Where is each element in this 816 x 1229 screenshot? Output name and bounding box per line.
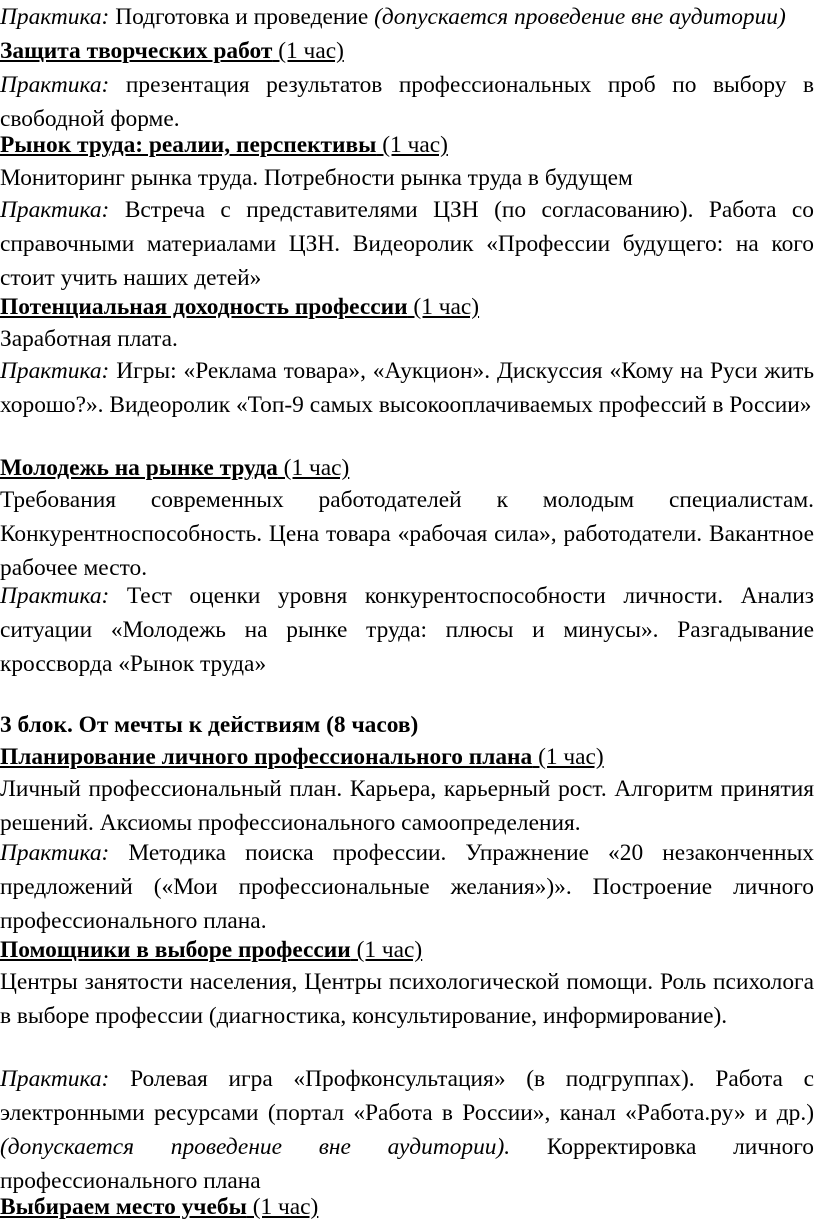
topic-hours: (1 час) bbox=[376, 132, 448, 158]
topic-hours: (1 час) bbox=[350, 937, 423, 963]
topic-hours: (1 час) bbox=[532, 744, 604, 770]
topic-heading bbox=[0, 740, 814, 774]
topic-title: Рынок труда: реалии, перспективы bbox=[0, 132, 377, 158]
practice-text: Подготовка и проведение bbox=[109, 4, 375, 30]
practice-paragraph bbox=[0, 0, 814, 34]
practice-paragraph bbox=[0, 354, 814, 422]
practice-text: Тест оценки уровня конкурентоспособности личности. Анализ ситуации «Молодежь на рынке труда: плюсы и минусы». Разгадывание кроссворда «Рынок труда» bbox=[0, 583, 814, 677]
theory-paragraph: Заработная плата. bbox=[0, 326, 178, 352]
practice-text: Ролевая игра «Профконсультация» (в подгруппах). Работа с электронными ресурсами (портал «Работа в России», канал «Работа.ру» и др.) bbox=[0, 1066, 814, 1126]
practice-label: Практика: bbox=[0, 197, 110, 223]
practice-text: презентация результатов профессиональных проб по выбору в свободной форме. bbox=[0, 72, 814, 132]
practice-paragraph bbox=[0, 836, 814, 938]
topic-title: Молодежь на рынке труда bbox=[0, 455, 278, 481]
topic-title: Выбираем место учебы bbox=[0, 1194, 247, 1220]
topic-hours: (1 час) bbox=[246, 1194, 319, 1220]
practice-paragraph bbox=[0, 68, 814, 136]
practice-note: (допускается проведение вне аудитории) bbox=[374, 4, 786, 30]
topic-heading bbox=[0, 451, 814, 485]
topic-heading bbox=[0, 34, 814, 68]
theory-paragraph: Требования современных работодателей к молодым специалистам. Конкурентноспособность. Цена товара «рабочая сила», работодатели. Вакантное рабочее место. bbox=[0, 487, 814, 581]
topic-title: Планирование личного профессионального плана bbox=[0, 744, 533, 770]
topic-title: Защита творческих работ bbox=[0, 38, 273, 64]
topic-heading bbox=[0, 290, 814, 324]
practice-label: Практика: bbox=[0, 840, 110, 866]
theory-paragraph: Личный профессиональный план. Карьера, карьерный рост. Алгоритм принятия решений. Аксиомы профессионального самоопределения. bbox=[0, 776, 814, 836]
topic-heading bbox=[0, 933, 814, 967]
topic-title: Помощники в выборе профессии bbox=[0, 937, 351, 963]
practice-label: Практика: bbox=[0, 4, 110, 30]
practice-text: Игры: «Реклама товара», «Аукцион». Дискуссия «Кому на Руси жить хорошо?». Видеоролик «Топ-9 самых высокооплачиваемых профессий в России» bbox=[0, 358, 814, 418]
practice-text: Методика поиска профессии. Упражнение «20 незаконченных предложений («Мои профессиональные желания»)». Построение личного профессионального плана. bbox=[0, 840, 814, 934]
topic-heading bbox=[0, 128, 814, 162]
practice-tail: Корректировка личного профессионального плана bbox=[0, 1134, 814, 1194]
theory-paragraph: Мониторинг рынка труда. Потребности рынка труда в будущем bbox=[0, 165, 633, 191]
topic-hours: (1 час) bbox=[277, 455, 350, 481]
theory-paragraph: Центры занятости населения, Центры психологической помощи. Роль психолога в выборе профессии (диагностика, консультирование, информирование). bbox=[0, 969, 814, 1029]
block-heading: 3 блок. От мечты к действиям (8 часов) bbox=[0, 712, 419, 738]
practice-note: (допускается проведение вне аудитории). bbox=[0, 1134, 511, 1160]
practice-paragraph bbox=[0, 1062, 814, 1198]
topic-heading bbox=[0, 1190, 814, 1224]
practice-label: Практика: bbox=[0, 583, 110, 609]
practice-text: Встреча с представителями ЦЗН (по согласованию). Работа со справочными материалами ЦЗН. Видеоролик «Профессии будущего: на кого стоит учить наших детей» bbox=[0, 197, 814, 291]
practice-label: Практика: bbox=[0, 358, 110, 384]
practice-paragraph bbox=[0, 193, 814, 295]
topic-hours: (1 час) bbox=[407, 294, 480, 320]
practice-label: Практика: bbox=[0, 1066, 110, 1092]
topic-hours: (1 час) bbox=[272, 38, 344, 64]
practice-paragraph bbox=[0, 579, 814, 681]
practice-label: Практика: bbox=[0, 72, 110, 98]
topic-title: Потенциальная доходность профессии bbox=[0, 294, 408, 320]
